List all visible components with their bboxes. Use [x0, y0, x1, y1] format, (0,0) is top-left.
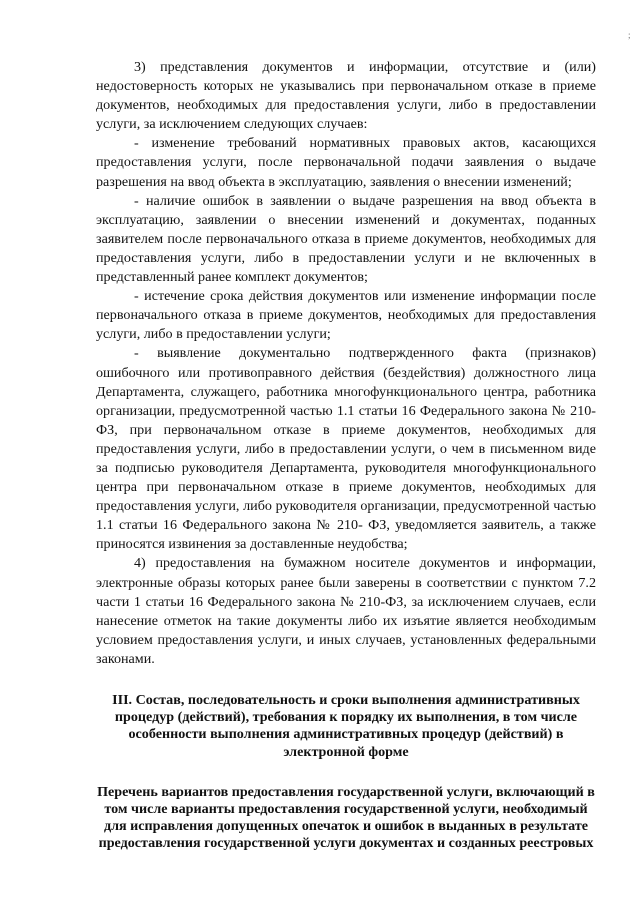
paragraph-item-4: 4) предоставления на бумажном носителе документов и информации, электронные образы которых ранее были заверены в соответствии с пунктом 7.2 части 1 статьи 16 Федерального закона № 210-ФЗ, за исключением случаев, если нанесение отметок на такие документы либо их изъятие является необходимым условием предоставления услуги, и иных случаев, установленных федеральными законами.	[96, 555, 596, 667]
subsection-heading: Перечень вариантов предоставления государственной услуги, включающий в том числе варианты предоставления государственной услуги, необходимый для исправления допущенных опечаток и ошибок в выданных в результате предоставления государственной услуги документах и созданных реестровых	[97, 783, 595, 852]
document-body	[96, 58, 596, 853]
corner-mark: ;	[628, 30, 631, 40]
paragraph-dash-errors-in-application: - наличие ошибок в заявлении о выдаче разрешения на ввод объекта в эксплуатацию, заявлении о внесении изменений и документах, поданных заявителем после первоначального отказа в приеме документов, необходимых для предоставления услуги, либо в предоставлении услуги и не включенных в представленный ранее комплект документов;	[96, 192, 596, 286]
paragraph-dash-wrongful-action: - выявление документально подтвержденного факта (признаков) ошибочного или противоправного действия (бездействия) должностного лица Департамента, служащего, работника многофункционального центра, работника организации, предусмотренной частью 1.1 статьи 16 Федерального закона № 210-ФЗ, при первоначальном отказе в приеме документов, необходимых для предоставления услуги, либо в предоставлении услуги, о чем в письменном виде за подписью руководителя Департамента, руководителя многофункционального центра при первоначальном отказе в приеме документов, необходимых для предоставления услуги, либо руководителя организации, предусмотренной частью 1.1 статьи 16 Федерального закона № 210- ФЗ, уведомляется заявитель, а также приносятся извинения за доставленные неудобства;	[96, 345, 596, 553]
paragraph-item-3: 3) представления документов и информации, отсутствие и (или) недостоверность которых не указывались при первоначальном отказе в приеме документов, необходимых для предоставления услуги, либо в предоставлении услуги, за исключением следующих случаев:	[96, 59, 596, 133]
paragraph-dash-expiry: - истечение срока действия документов или изменение информации после первоначального отказа в приеме документов, необходимых для предоставления услуги, либо в предоставлении услуги;	[96, 288, 596, 343]
paragraph-dash-requirements-change: - изменение требований нормативных правовых актов, касающихся предоставления услуги, после первоначальной подачи заявления о выдаче разрешения на ввод объекта в эксплуатацию, заявления о внесении изменений;	[96, 135, 596, 190]
section-heading: III. Состав, последовательность и сроки выполнения административных процедур (действий), требования к порядку их выполнения, в том числе особенности выполнения административных процедур (действий) в электронной форме	[112, 692, 580, 760]
